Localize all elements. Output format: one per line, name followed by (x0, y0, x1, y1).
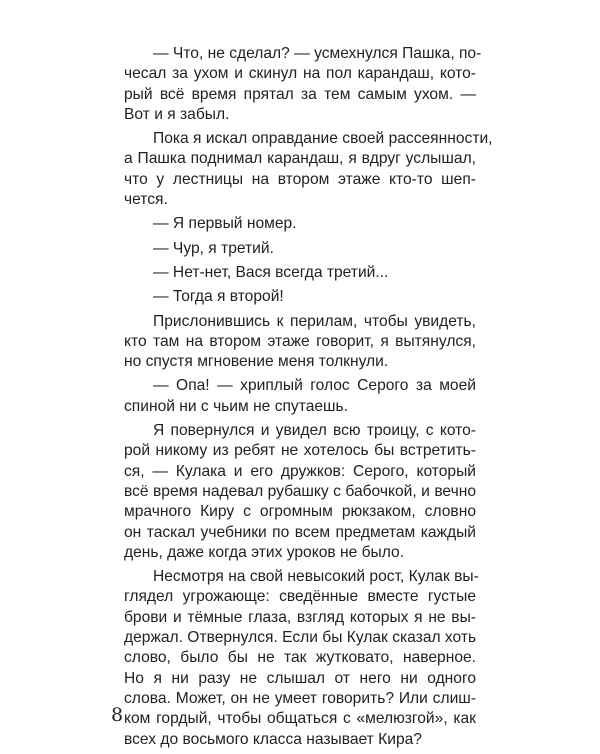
paragraph (124, 129, 493, 210)
paragraph (124, 263, 476, 283)
text-line: — Тогда я второй! (153, 288, 284, 306)
text-line: Несмотря на свой невысокий рост, Кулак вы- (153, 568, 479, 586)
text-line: всё время надевал рубашку с бабочкой, и вечно (124, 482, 476, 500)
text-line: глядел угрожающе: сведённые вместе густые (124, 588, 476, 606)
text-line: Вот и я забыл. (124, 105, 230, 123)
paragraph (124, 312, 476, 373)
text-line: ся, — Кулака и его дружков: Серого, который (124, 462, 476, 480)
page-number: 8 (111, 704, 124, 726)
text-line: — Что, не сделал? — усмехнулся Пашка, по- (153, 45, 482, 62)
text-line: ком гордый, чтобы общаться с «мелюзгой», как (124, 710, 476, 728)
paragraph (124, 287, 476, 307)
text-line: что у лестницы на втором этаже кто-то шеп- (124, 170, 476, 188)
paragraph (124, 214, 476, 234)
text-line: чесал за ухом и скинул на пол карандаш, кото- (124, 65, 476, 83)
text-line: — Опа! — хриплый голос Серого за моей (153, 377, 476, 395)
paragraph (124, 421, 476, 563)
text-line: мрачного Киру с огромным рюкзаком, словно (124, 503, 476, 521)
text-line: брови и тёмные глаза, взгляд которых я не вы- (124, 608, 476, 626)
paragraph (124, 567, 479, 750)
text-line: кто там на втором этаже говорит, я вытянулся, (124, 332, 476, 350)
text-line: слова. Может, он не умеет говорить? Или слиш- (124, 689, 476, 707)
text-line: он таскал учебники по всем предметам каждый (124, 523, 476, 541)
text-line: держал. Отвернулся. Если бы Кулак сказал хоть (124, 629, 477, 647)
text-line: чется. (124, 191, 168, 209)
paragraph (124, 376, 476, 417)
text-line: всех до восьмого класса называет Кира? (124, 730, 422, 748)
body-text (124, 44, 493, 754)
text-line: слово, было бы не так жутковато, наверное. (124, 649, 476, 667)
text-line: спиной ни с чьим не спутаешь. (124, 397, 349, 415)
text-line: — Чур, я третий. (153, 239, 274, 257)
text-line: рый всё время прятал за тем самым ухом. — (124, 85, 476, 103)
text-line: Но я ни разу не слышал от него ни одного (124, 669, 476, 687)
paragraph (124, 239, 476, 259)
paragraph (124, 44, 482, 125)
text-line: Я повернулся и увидел всю троицу, с кото- (153, 422, 476, 440)
text-line: — Я первый номер. (153, 215, 297, 233)
text-line: Прислонившись к перилам, чтобы увидеть, (153, 312, 476, 330)
text-line: день, даже когда этих уроков не было. (124, 543, 405, 561)
text-line: Пока я искал оправдание своей рассеянности, (153, 130, 493, 148)
text-line: рой никому из ребят не хотелось бы встретить- (124, 442, 476, 460)
text-line: — Нет-нет, Вася всегда третий... (153, 263, 389, 281)
text-line: а Пашка поднимал карандаш, я вдруг услышал, (124, 150, 476, 168)
text-line: но спустя мгновение меня толкнули. (124, 353, 389, 371)
